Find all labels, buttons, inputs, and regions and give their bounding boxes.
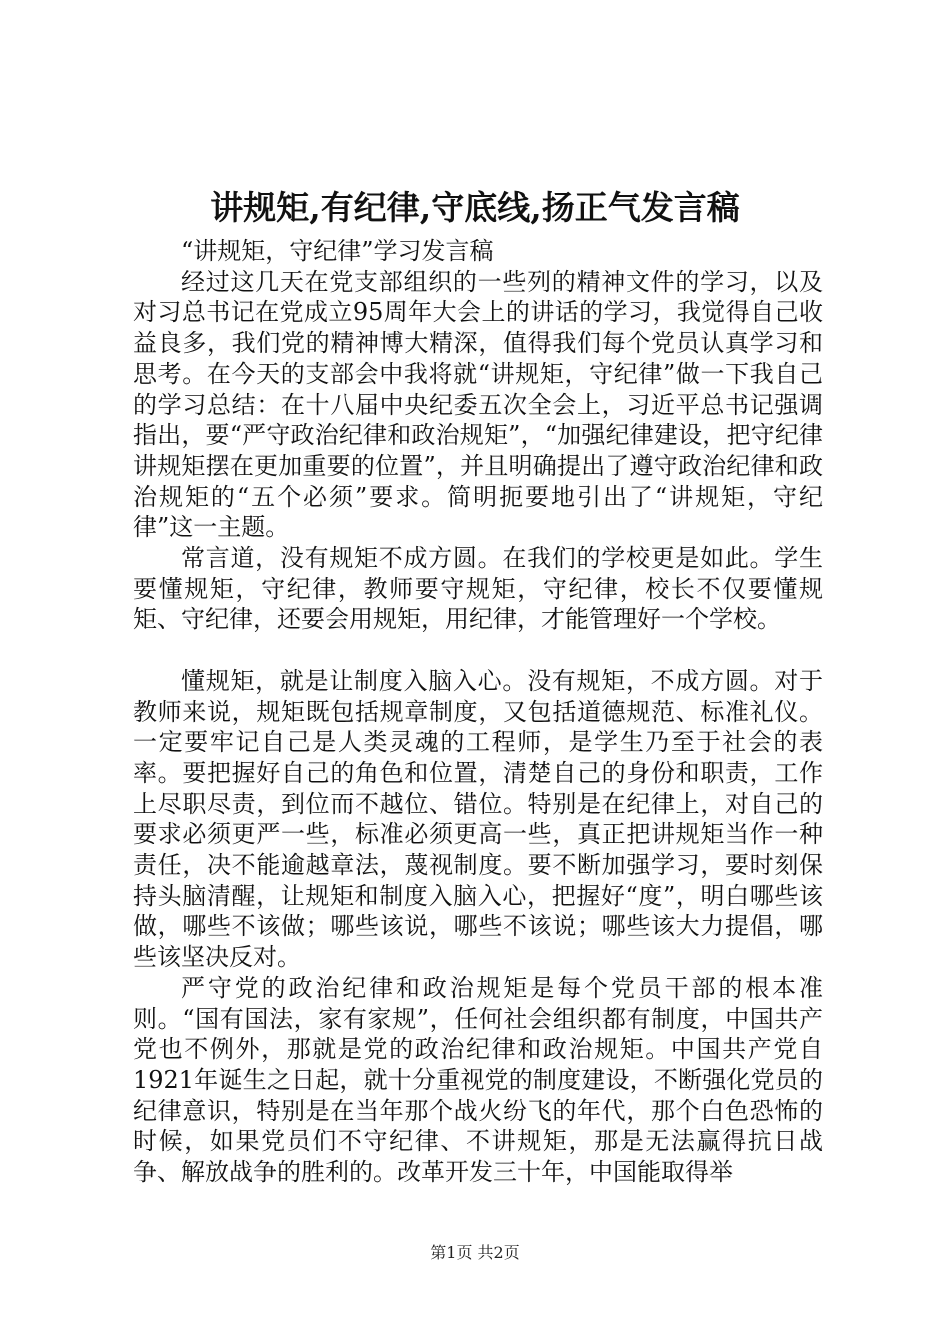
document-body [133,236,823,1188]
paragraph-2: 常言道，没有规矩不成方圆。在我们的学校更是如此。学生要懂规矩，守纪律，教师要守规矩，守纪律，校长不仅要懂规矩、守纪律，还要会用规矩，用纪律，才能管理好一个学校。 [133,544,823,634]
document-subtitle: “讲规矩，守纪律”学习发言稿 [181,237,494,265]
paragraph-4: 严守党的政治纪律和政治规矩是每个党员干部的根本准则。“国有国法，家有家规”，任何社会组织都有制度，中国共产党也不例外，那就是党的政治纪律和政治规矩。中国共产党自1921年诞生之日起，就十分重视党的制度建设，不断强化党员的纪律意识，特别是在当年那个战火纷飞的年代，那个白色恐怖的时候，如果党员们不守纪律、不讲规矩，那是无法赢得抗日战争、解放战争的胜利的。改革开发三十年，中国能取得举 [133,973,823,1187]
page-footer: 第1页 共2页 [430,1243,520,1262]
document-title: 讲规矩,有纪律,守底线,扬正气发言稿 [210,188,740,227]
paragraph-1: 经过这几天在党支部组织的一些列的精神文件的学习，以及对习总书记在党成立95周年大会上的讲话的学习，我觉得自己收益良多，我们党的精神博大精深，值得我们每个党员认真学习和思考。在今天的支部会中我将就“讲规矩，守纪律”做一下我自己的学习总结：在十八届中央纪委五次全会上，习近平总书记强调指出，要“严守政治纪律和政治规矩”，“加强纪律建设，把守纪律讲规矩摆在更加重要的位置”，并且明确提出了遵守政治纪律和政治规矩的“五个必须”要求。简明扼要地引出了“讲规矩，守纪律”这一主题。 [133,267,823,542]
paragraph-3: 懂规矩，就是让制度入脑入心。没有规矩，不成方圆。对于教师来说，规矩既包括规章制度，又包括道德规范、标准礼仪。一定要牢记自己是人类灵魂的工程师，是学生乃至于社会的表率。要把握好自己的角色和位置，清楚自己的身份和职责，工作上尽职尽责，到位而不越位、错位。特别是在纪律上，对自己的要求必须更严一些，标准必须更高一些，真正把讲规矩当作一种责任，决不能逾越章法，蔑视制度。要不断加强学习，要时刻保持头脑清醒，让规矩和制度入脑入心，把握好“度”，明白哪些该做，哪些不该做；哪些该说，哪些不该说；哪些该大力提倡，哪些该坚决反对。 [133,666,823,972]
